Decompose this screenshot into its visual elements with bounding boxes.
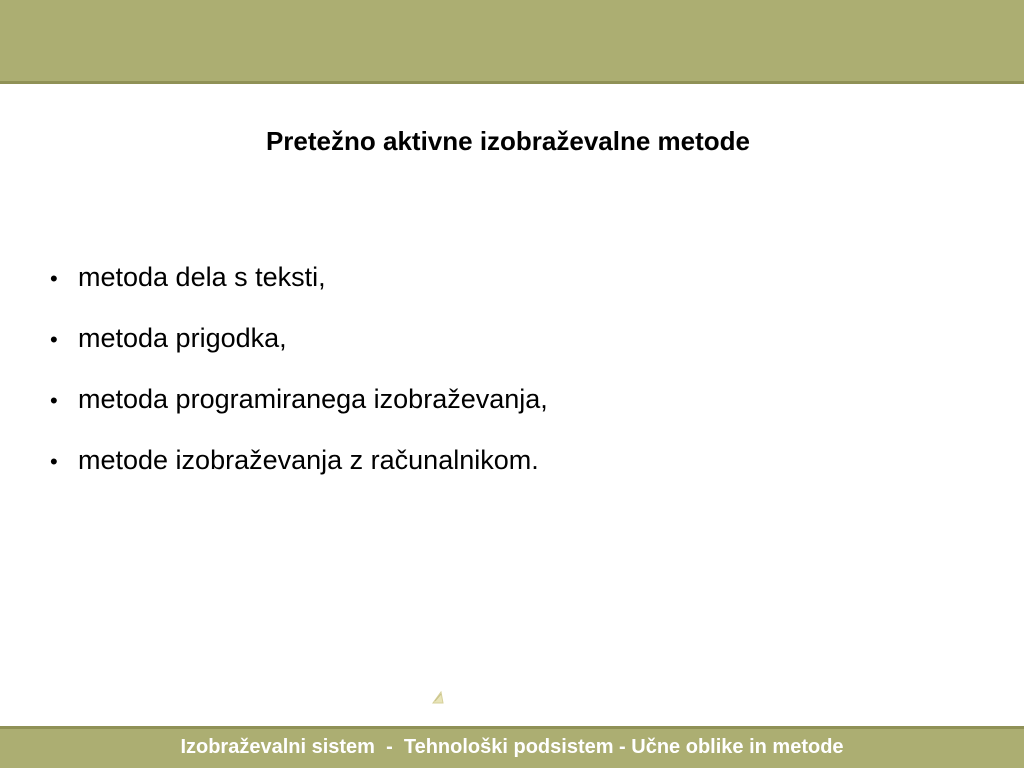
header-band xyxy=(0,0,1024,81)
list-item-text: metode izobraževanja z računalnikom. xyxy=(78,445,539,475)
list-item xyxy=(50,384,548,445)
list-item xyxy=(50,262,548,323)
bullet-icon: • xyxy=(50,327,58,352)
list-item xyxy=(50,445,548,506)
footer-text: Izobraževalni sistem - Tehnološki podsistem - Učne oblike in metode xyxy=(180,736,844,758)
decorative-mark-icon xyxy=(432,690,444,704)
list-item xyxy=(50,323,548,384)
slide-title: Pretežno aktivne izobraževalne metode xyxy=(265,126,751,156)
bullet-list xyxy=(50,262,548,506)
bullet-icon: • xyxy=(50,388,58,413)
header-band-edge xyxy=(0,81,1024,84)
bullet-icon: • xyxy=(50,266,58,291)
bullet-icon: • xyxy=(50,449,58,474)
list-item-text: metoda dela s teksti, xyxy=(78,262,326,292)
list-item-text: metoda programiranega izobraževanja, xyxy=(78,384,548,414)
list-item-text: metoda prigodka, xyxy=(78,323,287,353)
